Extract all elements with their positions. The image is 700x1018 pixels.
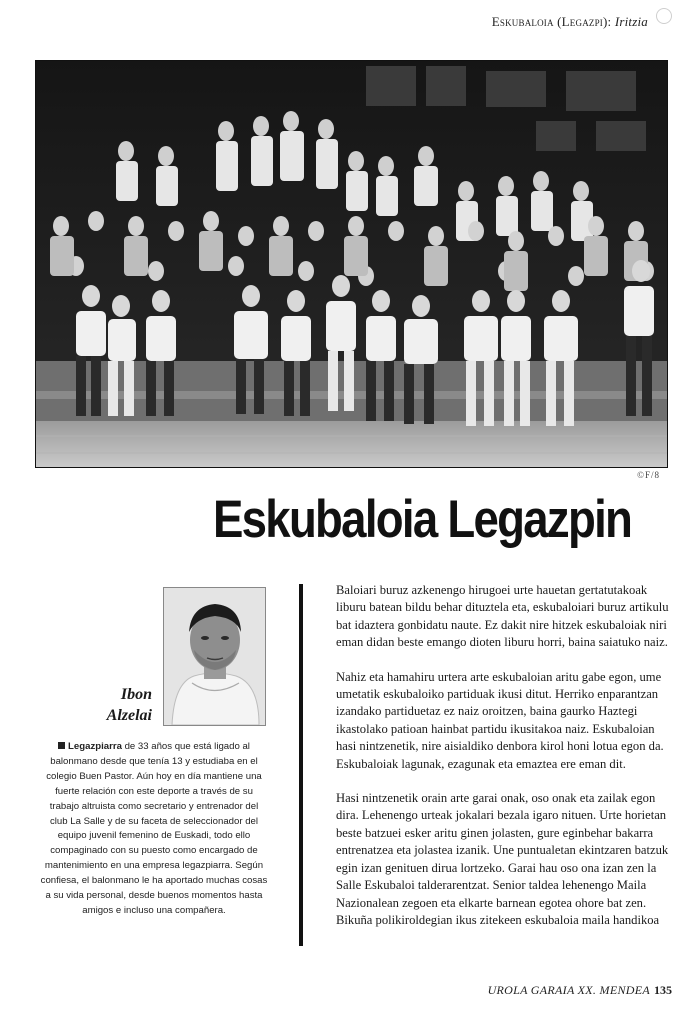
- article-paragraph-2: Nahiz eta hamahiru urtera arte eskubaloian aritu gabe egon, ume umetatik eskubaloiko partiduak ikusi ditut. Herriko enparantzan izandako partiduetaz ez naiz oroitzen, baina gaurko Haztegi ikastolako patioan hainbat partidu ikusitakoa naiz. Eskubaloian hasi nintzenetik, nire aisialdiko denbora kirol honi lotua egon da. Eskubaloiak lagunak, ezagunak eta emaztea ere eman dit.: [336, 669, 664, 771]
- article-paragraph-1: Baloiari buruz azkenengo hirugoei urte hauetan gertatutakoak liburu batean bildu behar dituztela eta, eskubaloiari buruz artikulu bat idaztera gonbidatu naute. Ez dakit nire hitzek eskubaloiak niri eman didan beste emango dioten liburu horri, baina saiatuko naiz.: [336, 583, 669, 650]
- article-body: [336, 582, 672, 946]
- running-head: [492, 14, 648, 30]
- bio-text: de 33 años que está ligado al balonmano desde que tenía 13 y estudiaba en el colegio Buen Pastor. Aún hoy en día mantiene una fuerte relación con este deporte a través de su trabajo altruista como secretario y entrenador del club La Salle y de su faceta de seleccionador del equipo juvenil femenino de Euskadi, todo ello compaginado con su puesto como encargado de mantenimiento en una empresa legazpiarra. Según confiesa, el balonmano le ha aportado muchas cosas a su vida personal, desde buenos momentos hasta amigos e incluso una compañera.: [40, 741, 268, 916]
- author-portrait: [163, 587, 266, 726]
- running-head-label: Iritzia: [614, 14, 648, 29]
- author-last-name: Alzelai: [106, 707, 152, 724]
- column-rule: [299, 584, 303, 946]
- ornament-icon: [656, 8, 672, 24]
- page-number: 135: [654, 983, 672, 997]
- running-head-section: Eskubaloia (Legazpi): [491, 14, 608, 29]
- group-photo: [35, 60, 668, 468]
- page-footer: [488, 983, 672, 998]
- author-bio: [40, 740, 268, 919]
- publication-name: UROLA GARAIA XX. MENDEA: [487, 983, 650, 997]
- group-photo-icon: [36, 61, 667, 467]
- bio-lead: Legazpiarra: [68, 741, 122, 752]
- author-name: [60, 684, 152, 726]
- author-portrait-icon: [164, 588, 265, 725]
- bullet-icon: [58, 742, 65, 749]
- photo-credit: ©F/8: [637, 470, 660, 480]
- article-paragraph-3: Hasi nintzenetik orain arte garai onak, oso onak eta zailak egon dira. Lehenengo urteak jokalari bezala igaro nituen. Urte horietan beste batzuei esker aritu ginen jolasten, gure eginbehar bakarra entrenatzea eta jolastea izanik. Une puntualetan ekintzaren batzuk egin izan genituen dirua lortzeko. Garai hau oso ona izan zen la Salle Eskubaloi talderarentzat. Senior taldea lehenengo Maila Nazionalean zegoen eta elkarte barnean egotea ohore bat zen. Bikuña polikiroldegian ikus zitekeen eskubaloia maila handikoa: [336, 791, 669, 927]
- author-first-name: Ibon: [120, 686, 152, 703]
- running-head-separator: :: [607, 14, 612, 29]
- page-title: Eskubaloia Legazpin: [213, 490, 632, 549]
